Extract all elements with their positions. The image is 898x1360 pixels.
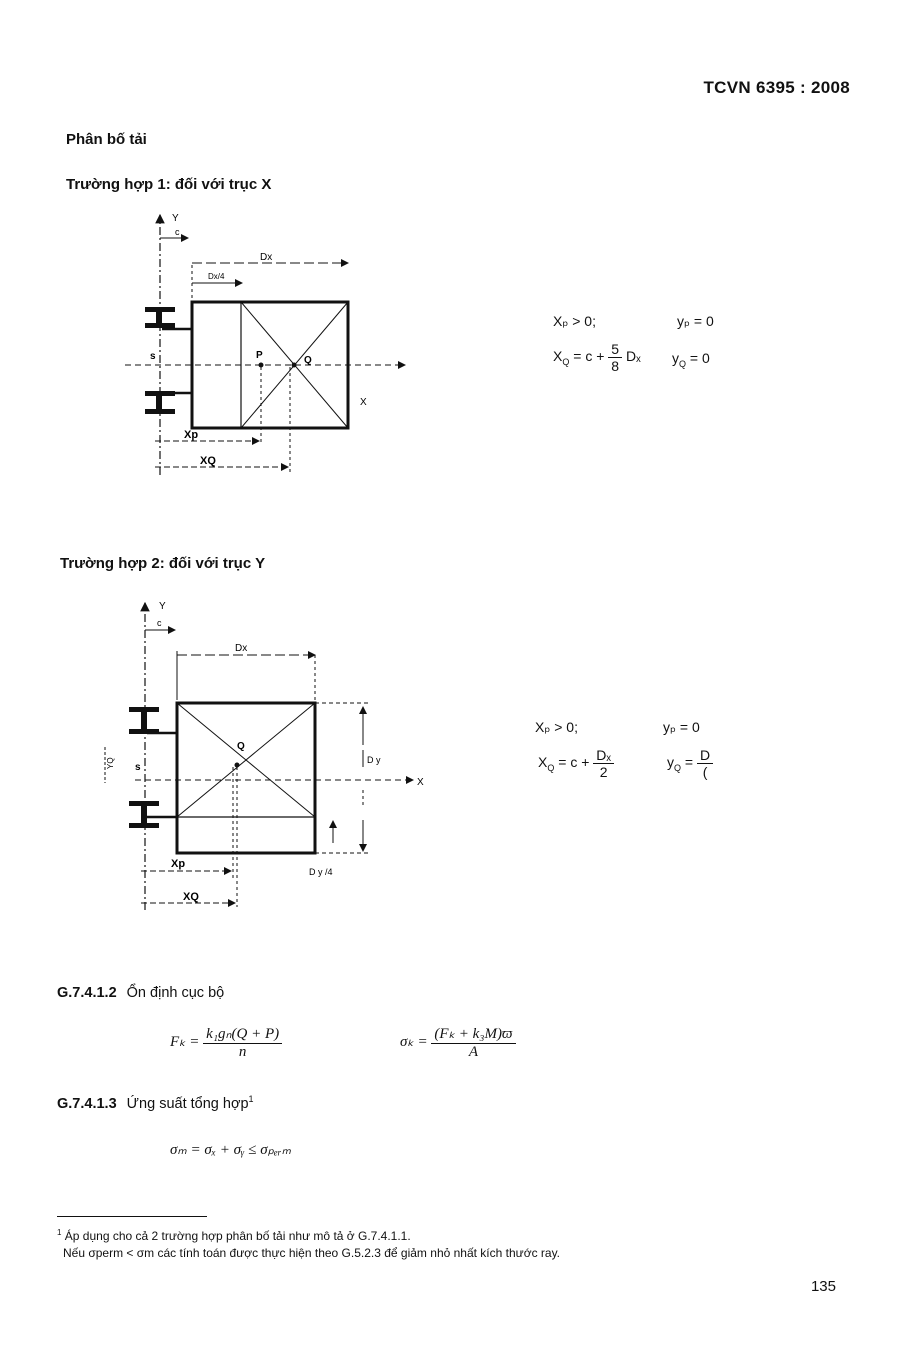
dx-label: Dx xyxy=(260,252,273,263)
q-label: Q xyxy=(304,355,312,366)
s-label: s xyxy=(150,351,156,362)
section-g7412: G.7.4.1.2 Ổn định cục bộ xyxy=(57,985,225,1001)
case2-eq-yq: $y_Q$ = $\frac{D}{(}$ xyxy=(667,747,713,780)
yq-label: YQ xyxy=(106,757,115,769)
case1-eq-yq: $y_Q = 0$ xyxy=(672,350,710,369)
dx-label-2: Dx xyxy=(235,643,248,654)
case2-eq-xp: Xₚ > 0; xyxy=(535,719,578,735)
q-label-2: Q xyxy=(237,741,245,752)
p-label: P xyxy=(256,350,263,361)
dy-label: D y xyxy=(367,755,381,765)
case2-title: Trường hợp 2: đối với trục Y xyxy=(60,555,266,572)
x-axis-label-2: X xyxy=(417,777,424,788)
formula-sk: σₖ = $\frac{\text{(Fₖ + k₃M)ϖ}}{A}$ xyxy=(400,1024,516,1061)
s-label-2: s xyxy=(135,762,141,773)
xp-label: Xp xyxy=(184,429,199,441)
y-axis-label-2: Y xyxy=(159,601,166,612)
section-title: Phân bố tải xyxy=(66,131,147,148)
dx4-label: Dx/4 xyxy=(208,272,225,281)
footnote-rule xyxy=(57,1216,207,1217)
y-axis-label: Y xyxy=(172,213,179,224)
footnote-line1: $^1$ Áp dụng cho cả 2 trường hợp phân bố tải như mô tả ở G.7.4.1.1. xyxy=(57,1228,411,1243)
case2-eq-yp: yₚ = 0 xyxy=(663,719,700,735)
section-g7413: G.7.4.1.3 Ứng suất tổng hợp$^1$ xyxy=(57,1094,254,1112)
case1-title: Trường hợp 1: đối với trục X xyxy=(66,176,272,193)
page-number: 135 xyxy=(810,1278,836,1295)
xp-label-2: Xp xyxy=(171,858,186,870)
standard-header: TCVN 6395 : 2008 xyxy=(703,78,850,97)
x-axis-label: X xyxy=(360,397,367,408)
xq-label-2: XQ xyxy=(183,891,199,903)
case1-eq-xq: $X_Q = c$ + $\frac{5}{8}$ Dₓ xyxy=(553,341,641,374)
formula-fk: Fₖ = $\frac{\text{k₁gₙ(Q + P)}}{n}$ xyxy=(170,1024,282,1061)
case1-diagram xyxy=(120,205,420,485)
c-label-2: c xyxy=(157,618,162,628)
xq-label: XQ xyxy=(200,455,216,467)
case1-eq-xp: Xₚ > 0; xyxy=(553,313,596,329)
c-label: c xyxy=(175,227,180,237)
case2-eq-xq: $X_Q = c$ + $\frac{\text{Dₓ}}{2}$ xyxy=(538,747,614,780)
case1-eq-yp: yₚ = 0 xyxy=(677,313,714,329)
footnote-line2: Nếu σperm < σm các tính toán được thực hiện theo G.5.2.3 để giảm nhỏ nhất kích thước ray. xyxy=(63,1246,561,1260)
formula-sigma-m: σₘ = σₓ + σᵧ ≤ σₚₑᵣₘ xyxy=(170,1142,292,1158)
case2-diagram xyxy=(95,595,440,915)
dy4-label: D y /4 xyxy=(309,867,333,877)
footnote xyxy=(57,1224,560,1262)
